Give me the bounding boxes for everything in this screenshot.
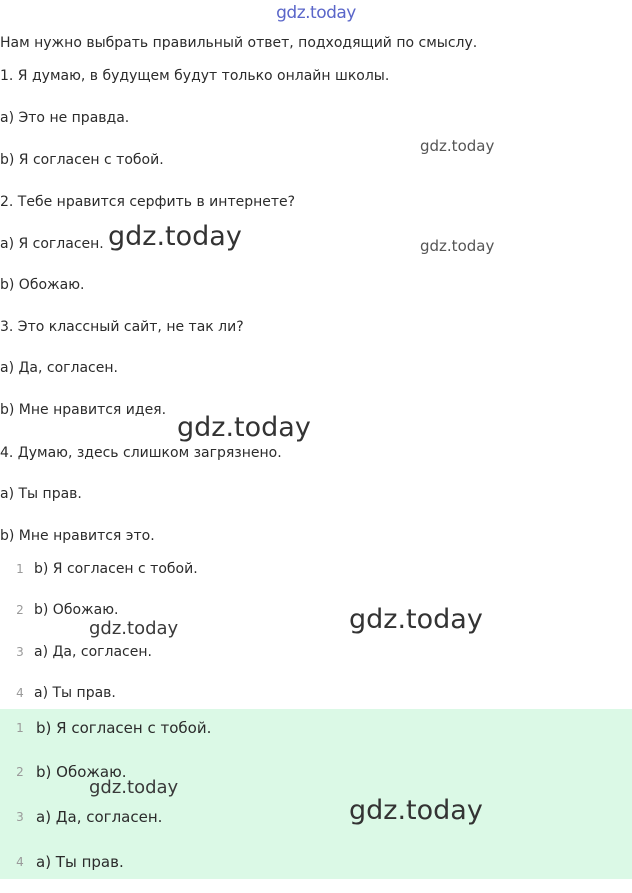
question-3: 3. Это классный сайт, не так ли? (0, 319, 244, 335)
answer-text: b) Обожаю. (36, 763, 127, 781)
question-4: 4. Думаю, здесь слишком загрязнено. (0, 445, 282, 461)
answer-text: b) Я согласен с тобой. (34, 561, 198, 577)
watermark: gdz.today (89, 618, 179, 639)
answer-text: b) Обожаю. (34, 602, 119, 618)
answer-number: 1 (16, 721, 24, 735)
question-3-option-a: а) Да, согласен. (0, 360, 118, 376)
watermark: gdz.today (349, 604, 483, 635)
answer-text: а) Ты прав. (36, 853, 124, 871)
question-2-option-b: b) Обожаю. (0, 277, 85, 293)
answer-number: 3 (16, 645, 24, 659)
intro-text: Нам нужно выбрать правильный ответ, подходящий по смыслу. (0, 35, 478, 51)
question-2: 2. Тебе нравится серфить в интернете? (0, 194, 296, 210)
question-4-option-b: b) Мне нравится это. (0, 528, 155, 544)
watermark: gdz.today (420, 237, 495, 255)
answer-text: а) Да, согласен. (34, 644, 152, 660)
watermark: gdz.today (89, 777, 179, 798)
question-1-option-a: а) Это не правда. (0, 110, 130, 126)
answer-number: 4 (16, 855, 24, 869)
answer-number: 1 (16, 562, 24, 576)
watermark: gdz.today (349, 795, 483, 826)
question-4-option-a: а) Ты прав. (0, 486, 82, 502)
answer-text: а) Да, согласен. (36, 808, 163, 826)
answer-item (0, 644, 632, 684)
watermark: gdz.today (108, 221, 242, 252)
answer-number: 2 (16, 765, 24, 779)
answer-number: 4 (16, 686, 24, 700)
highlighted-answer-item (0, 853, 632, 893)
question-1-option-b: b) Я согласен с тобой. (0, 152, 164, 168)
watermark: gdz.today (177, 412, 311, 443)
question-1: 1. Я думаю, в будущем будут только онлайн школы. (0, 68, 390, 84)
answer-number: 3 (16, 810, 24, 824)
question-2-option-a: а) Я согласен. (0, 236, 104, 252)
answer-text: а) Ты прав. (34, 685, 116, 701)
watermark: gdz.today (420, 137, 495, 155)
site-logo[interactable]: gdz.today (276, 3, 356, 23)
answer-item (0, 561, 632, 601)
answer-text: b) Я согласен с тобой. (36, 719, 212, 737)
answer-number: 2 (16, 603, 24, 617)
question-3-option-b: b) Мне нравится идея. (0, 402, 167, 418)
highlighted-answer-item (0, 719, 632, 759)
highlighted-answer-item (0, 808, 632, 848)
